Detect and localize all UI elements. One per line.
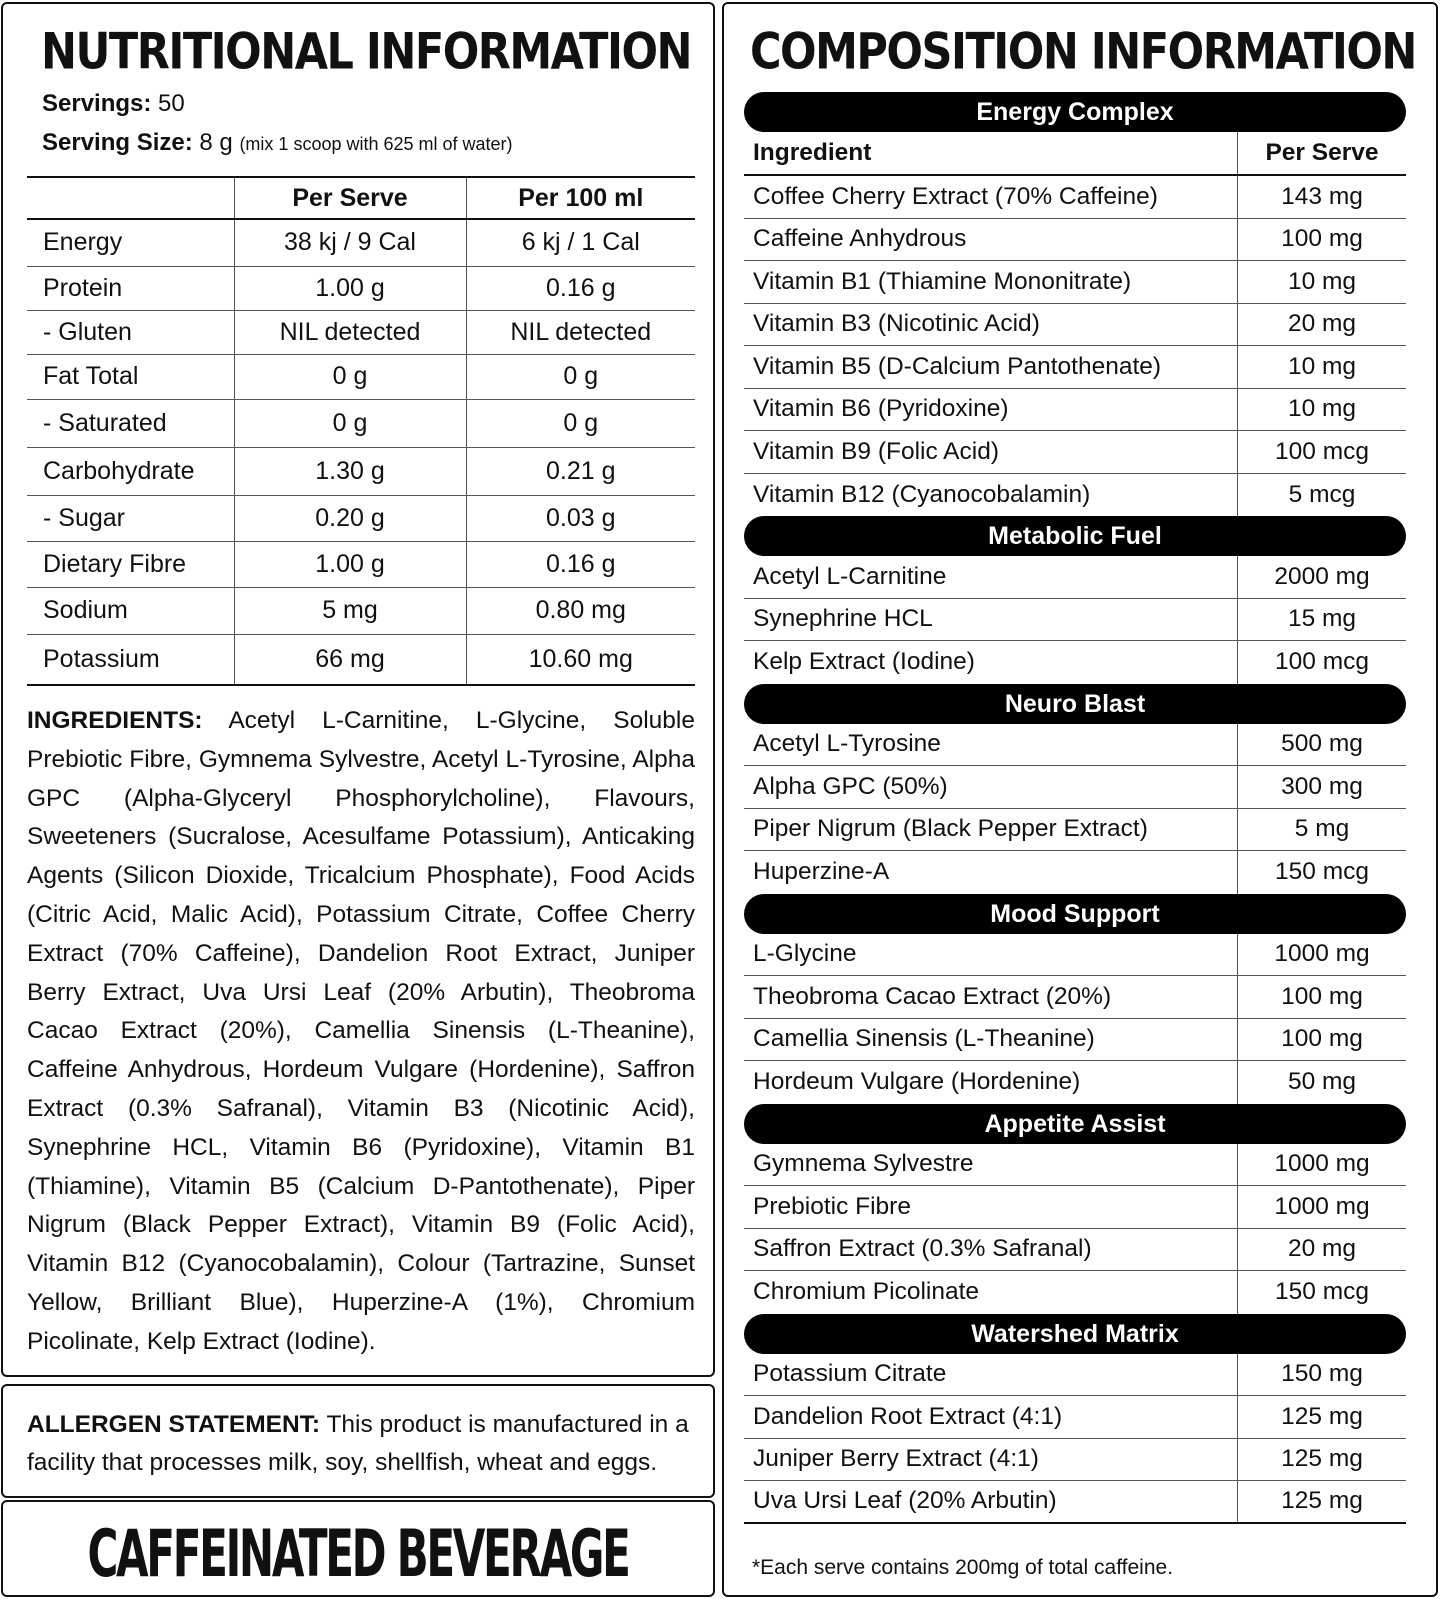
nutrient-name: Energy [27, 219, 234, 266]
composition-row [744, 474, 1406, 517]
ingredient-amount: 10 mg [1237, 389, 1406, 431]
col-ingredient: Ingredient [753, 139, 872, 166]
nutrient-per-100ml: 0.16 g [466, 541, 695, 587]
ingredient-amount: 1000 mg [1237, 1144, 1406, 1186]
ingredient-amount: 5 mg [1237, 809, 1406, 851]
allergen-label: ALLERGEN STATEMENT: [27, 1411, 321, 1438]
section-header: Neuro Blast [744, 684, 1406, 724]
nutrition-row [27, 399, 695, 447]
nutrition-row [27, 266, 695, 310]
nutrient-per-100ml: 0.03 g [466, 495, 695, 541]
nutrient-per-serve: 66 mg [234, 634, 466, 685]
nutrient-per-100ml: 0 g [466, 399, 695, 447]
nutrition-row [27, 587, 695, 634]
ingredient-name: Prebiotic Fibre [753, 1192, 911, 1220]
nutrition-row [27, 219, 695, 266]
composition-row [744, 851, 1406, 894]
composition-row [744, 389, 1406, 432]
ingredient-amount: 20 mg [1237, 304, 1406, 346]
nutrition-row [27, 310, 695, 354]
nutrition-title: NUTRITIONAL INFORMATION [41, 23, 691, 81]
composition-row [744, 219, 1406, 262]
nutrient-per-serve: 0.20 g [234, 495, 466, 541]
composition-row [744, 599, 1406, 642]
ingredient-amount: 300 mg [1237, 766, 1406, 808]
ingredient-amount: 50 mg [1237, 1061, 1406, 1104]
ingredient-amount: 1000 mg [1237, 934, 1406, 976]
ingredient-amount: 100 mg [1237, 1019, 1406, 1061]
composition-row [744, 766, 1406, 809]
ingredient-amount: 15 mg [1237, 599, 1406, 641]
nutrient-name: Carbohydrate [27, 447, 234, 495]
ingredient-name: Acetyl L-Tyrosine [753, 730, 941, 758]
ingredient-amount: 150 mcg [1237, 851, 1406, 894]
nutrient-per-serve: 5 mg [234, 587, 466, 634]
serving-size-line [42, 129, 513, 157]
nutrition-row [27, 495, 695, 541]
ingredient-name: Coffee Cherry Extract (70% Caffeine) [753, 182, 1158, 210]
ingredient-amount: 1000 mg [1237, 1186, 1406, 1228]
section-header: Energy Complex [744, 92, 1406, 132]
composition-row [744, 724, 1406, 767]
ingredient-name: Vitamin B1 (Thiamine Mononitrate) [753, 267, 1132, 295]
allergen-statement [27, 1406, 695, 1482]
ingredient-name: Theobroma Cacao Extract (20%) [753, 982, 1112, 1010]
ingredients-paragraph [27, 702, 695, 1362]
ingredient-name: Vitamin B12 (Cyanocobalamin) [753, 480, 1091, 508]
composition-row [744, 261, 1406, 304]
ingredient-amount: 125 mg [1237, 1481, 1406, 1522]
col-per-serve: Per Serve [1237, 132, 1406, 174]
composition-row [744, 976, 1406, 1019]
composition-row [744, 809, 1406, 852]
ingredient-amount: 2000 mg [1237, 556, 1406, 598]
section-rows [744, 934, 1406, 1104]
allergen-text: This product is manufactured in a facility that processes milk, soy, shellfish, wheat and eggs. [27, 1411, 689, 1476]
composition-row [744, 1061, 1406, 1104]
nutrient-per-100ml: NIL detected [466, 310, 695, 354]
nutrient-name: Sodium [27, 587, 234, 634]
section-header: Metabolic Fuel [744, 516, 1406, 556]
caffeinated-beverage-title: CAFFEINATED BEVERAGE [87, 1516, 629, 1592]
composition-row [744, 1271, 1406, 1314]
nutrient-per-serve: NIL detected [234, 310, 466, 354]
ingredient-name: Kelp Extract (Iodine) [753, 648, 975, 676]
section-header: Mood Support [744, 894, 1406, 934]
section-header: Appetite Assist [744, 1104, 1406, 1144]
ingredient-amount: 5 mcg [1237, 474, 1406, 517]
nutrient-per-serve: 1.00 g [234, 266, 466, 310]
composition-row [744, 556, 1406, 599]
composition-row [744, 1396, 1406, 1439]
composition-table [744, 92, 1406, 1524]
ingredients-label: INGREDIENTS: [27, 707, 203, 734]
nutrient-per-100ml: 0.16 g [466, 266, 695, 310]
ingredient-amount: 125 mg [1237, 1396, 1406, 1438]
ingredient-name: Gymnema Sylvestre [753, 1150, 974, 1178]
section-rows [744, 1144, 1406, 1314]
composition-row [744, 934, 1406, 977]
composition-row [744, 1144, 1406, 1187]
ingredient-name: Piper Nigrum (Black Pepper Extract) [753, 815, 1148, 843]
ingredient-name: Dandelion Root Extract (4:1) [753, 1402, 1063, 1430]
nutrient-name: - Sugar [27, 495, 234, 541]
ingredients-text: Acetyl L-Carnitine, L-Glycine, Soluble Prebiotic Fibre, Gymnema Sylvestre, Acetyl L-Tyrosine, Alpha GPC (Alpha-Glyceryl Phosphorylcholine), Flavours, Sweeteners (Sucralose, Acesulfame Potassium), Anticaking Agents (Silicon Dioxide, Tricalcium Phosphate), Food Acids (Citric Acid, Malic Acid), Potassium Citrate, Coffee Cherry Extract (70% Caffeine), Dandelion Root Extract, Juniper Berry Extract, Uva Ursi Leaf (20% Arbutin), Theobroma Cacao Extract (20%), Camellia Sinensis (L-Theanine), Caffeine Anhydrous, Hordeum Vulgare (Hordenine), Saffron Extract (0.3% Safranal), Vitamin B3 (Nicotinic Acid), Synephrine HCL, Vitamin B6 (Pyridoxine), Vitamin B1 (Thiamine), Vitamin B5 (Calcium D-Pantothenate), Piper Nigrum (Black Pepper Extract), Vitamin B9 (Folic Acid), Vitamin B12 (Cyanocobalamin), Colour (Tartrazine, Sunset Yellow, Brilliant Blue), Huperzine-A (1%), Chromium Picolinate, Kelp Extract (Iodine). [27, 707, 695, 1355]
nutrient-name: - Saturated [27, 399, 234, 447]
nutrition-panel [1, 2, 715, 1377]
composition-row [744, 346, 1406, 389]
ingredient-name: L-Glycine [753, 940, 857, 968]
composition-panel [722, 2, 1438, 1597]
section-header: Watershed Matrix [744, 1314, 1406, 1354]
composition-row [744, 304, 1406, 347]
composition-row [744, 1354, 1406, 1397]
section-rows [744, 1354, 1406, 1524]
nutrient-name: Potassium [27, 634, 234, 685]
ingredient-name: Chromium Picolinate [753, 1278, 980, 1306]
composition-row [744, 176, 1406, 219]
servings-value: 50 [158, 90, 185, 117]
serving-size-label: Serving Size: [42, 129, 193, 156]
ingredient-amount: 500 mg [1237, 724, 1406, 766]
ingredient-name: Vitamin B6 (Pyridoxine) [753, 395, 1009, 423]
nutrient-per-serve: 1.00 g [234, 541, 466, 587]
nutrition-col-per-serve: Per Serve [234, 177, 466, 219]
composition-row [744, 641, 1406, 684]
ingredient-amount: 100 mcg [1237, 641, 1406, 684]
ingredient-name: Camellia Sinensis (L-Theanine) [753, 1025, 1095, 1053]
nutrient-per-serve: 38 kj / 9 Cal [234, 219, 466, 266]
nutrient-name: Protein [27, 266, 234, 310]
ingredient-amount: 100 mg [1237, 976, 1406, 1018]
nutrient-per-100ml: 0.80 mg [466, 587, 695, 634]
ingredient-name: Vitamin B3 (Nicotinic Acid) [753, 310, 1040, 338]
nutrient-per-serve: 1.30 g [234, 447, 466, 495]
nutrition-col-label [27, 177, 234, 219]
allergen-panel [1, 1384, 715, 1498]
composition-row [744, 1186, 1406, 1229]
composition-title: COMPOSITION INFORMATION [750, 23, 1416, 81]
ingredient-amount: 100 mg [1237, 219, 1406, 261]
nutrient-per-100ml: 6 kj / 1 Cal [466, 219, 695, 266]
nutrient-per-100ml: 0 g [466, 354, 695, 399]
ingredient-amount: 143 mg [1237, 176, 1406, 218]
serving-size-value: 8 g [199, 129, 233, 156]
ingredient-name: Acetyl L-Carnitine [753, 562, 947, 590]
ingredient-name: Synephrine HCL [753, 605, 933, 633]
ingredient-amount: 125 mg [1237, 1439, 1406, 1481]
composition-row [744, 431, 1406, 474]
nutrient-per-serve: 0 g [234, 354, 466, 399]
section-rows [744, 724, 1406, 894]
servings-label: Servings: [42, 90, 152, 117]
ingredient-name: Caffeine Anhydrous [753, 225, 967, 253]
ingredient-name: Huperzine-A [753, 858, 890, 886]
section-rows [744, 132, 1406, 516]
nutrition-table-header [27, 177, 695, 219]
ingredient-name: Saffron Extract (0.3% Safranal) [753, 1235, 1092, 1263]
ingredient-amount: 20 mg [1237, 1229, 1406, 1271]
nutrient-per-100ml: 10.60 mg [466, 634, 695, 685]
nutrient-per-100ml: 0.21 g [466, 447, 695, 495]
nutrient-name: - Gluten [27, 310, 234, 354]
nutrition-row [27, 634, 695, 685]
composition-row [744, 1019, 1406, 1062]
ingredient-name: Vitamin B9 (Folic Acid) [753, 437, 999, 465]
servings-line [42, 90, 185, 118]
caffeinated-panel [1, 1500, 715, 1597]
ingredient-amount: 150 mcg [1237, 1271, 1406, 1314]
nutrition-row [27, 354, 695, 399]
composition-row [744, 1439, 1406, 1482]
serving-size-note: (mix 1 scoop with 625 ml of water) [239, 134, 513, 154]
section-rows [744, 556, 1406, 684]
composition-row [744, 1481, 1406, 1524]
nutrient-name: Fat Total [27, 354, 234, 399]
nutrition-row [27, 541, 695, 587]
ingredient-name: Vitamin B5 (D-Calcium Pantothenate) [753, 352, 1162, 380]
ingredient-name: Juniper Berry Extract (4:1) [753, 1445, 1039, 1473]
ingredient-amount: 10 mg [1237, 346, 1406, 388]
nutrition-row [27, 447, 695, 495]
ingredient-amount: 150 mg [1237, 1354, 1406, 1396]
ingredient-name: Alpha GPC (50%) [753, 772, 948, 800]
ingredient-amount: 10 mg [1237, 261, 1406, 303]
caffeine-footnote: *Each serve contains 200mg of total caffeine. [752, 1556, 1174, 1579]
composition-header-row [744, 132, 1406, 176]
ingredient-name: Hordeum Vulgare (Hordenine) [753, 1068, 1081, 1096]
composition-row [744, 1229, 1406, 1272]
nutrition-col-per-100ml: Per 100 ml [466, 177, 695, 219]
nutrient-name: Dietary Fibre [27, 541, 234, 587]
ingredient-amount: 100 mcg [1237, 431, 1406, 473]
ingredient-name: Potassium Citrate [753, 1360, 947, 1388]
ingredient-name: Uva Ursi Leaf (20% Arbutin) [753, 1487, 1057, 1515]
nutrient-per-serve: 0 g [234, 399, 466, 447]
nutrition-table [27, 176, 695, 686]
